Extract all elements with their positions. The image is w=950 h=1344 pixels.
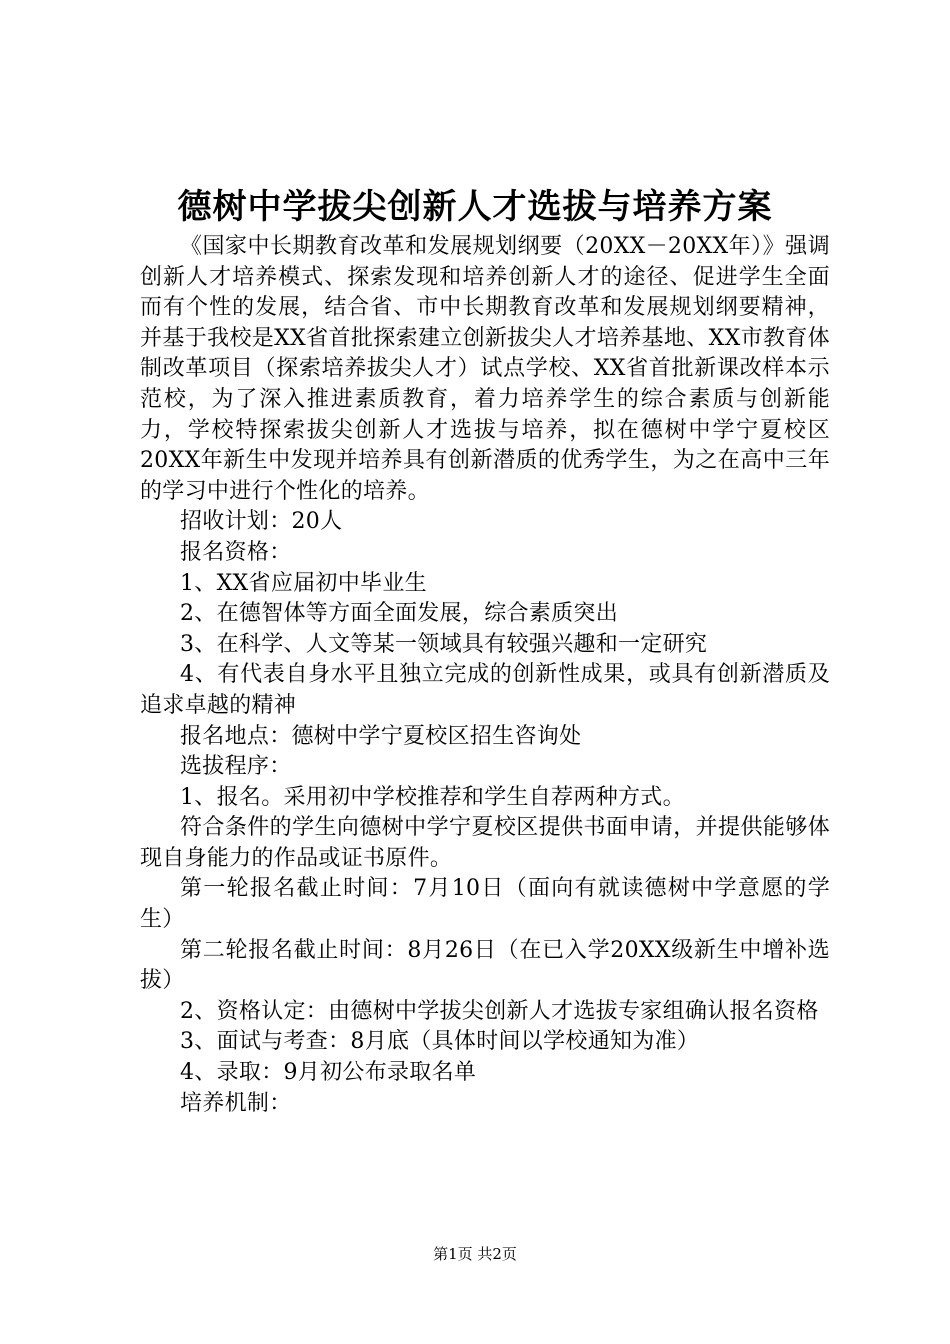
paragraph-eligibility-2: 2、在德智体等方面全面发展，综合素质突出 [180, 601, 618, 627]
paragraph-application-detail: 符合条件的学生向德树中学宁夏校区提供书面申请，并提供能够体现自身能力的作品或证书原件。 [140, 815, 830, 871]
paragraph-intro: 《国家中长期教育改革和发展规划纲要（20XX－20XX年）》强调创新人才培养模式、探索发现和培养创新人才的途径、促进学生全面而有个性的发展，结合省、市中长期教育改革和发展规划纲要精神，并基于我校是XX省首批探索建立创新拔尖人才培养基地、XX市教育体制改革项目（探索培养拔尖人才）试点学校、XX省首批新课改样本示范校，为了深入推进素质教育，着力培养学生的综合素质与创新能力，学校特探索拔尖创新人才选拔与培养，拟在德树中学宁夏校区20XX年新生中发现并培养具有创新潜质的优秀学生，为之在高中三年的学习中进行个性化的培养。 [140, 234, 830, 504]
paragraph-procedure-4: 4、录取：9月初公布录取名单 [180, 1060, 477, 1086]
paragraph-enrollment-plan: 招收计划：20人 [180, 509, 343, 535]
page-number-footer: 第1页 共2页 [433, 1245, 517, 1263]
paragraph-procedure-1: 1、报名。采用初中学校推荐和学生自荐两种方式。 [180, 784, 685, 810]
paragraph-first-deadline: 第一轮报名截止时间：7月10日（面向有就读德树中学意愿的学生） [140, 876, 830, 933]
document-body [140, 232, 830, 1119]
paragraph-eligibility-heading: 报名资格： [180, 539, 292, 565]
paragraph-eligibility-1: 1、XX省应届初中毕业生 [180, 570, 427, 596]
paragraph-procedure-3: 3、面试与考查：8月底（具体时间以学校通知为准） [180, 1029, 700, 1055]
paragraph-training-heading: 培养机制： [180, 1090, 292, 1116]
paragraph-location: 报名地点：德树中学宁夏校区招生咨询处 [180, 723, 582, 749]
paragraph-second-deadline: 第二轮报名截止时间：8月26日（在已入学20XX级新生中增补选拔） [140, 937, 830, 994]
paragraph-procedure-heading: 选拔程序： [180, 754, 292, 780]
paragraph-procedure-2: 2、资格认定：由德树中学拔尖创新人才选拔专家组确认报名资格 [180, 998, 819, 1024]
paragraph-eligibility-3: 3、在科学、人文等某一领域具有较强兴趣和一定研究 [180, 631, 708, 657]
paragraph-eligibility-4: 4、有代表自身水平且独立完成的创新性成果，或具有创新潜质及追求卓越的精神 [140, 662, 830, 718]
document-title: 德树中学拔尖创新人才选拔与培养方案 [177, 187, 773, 227]
